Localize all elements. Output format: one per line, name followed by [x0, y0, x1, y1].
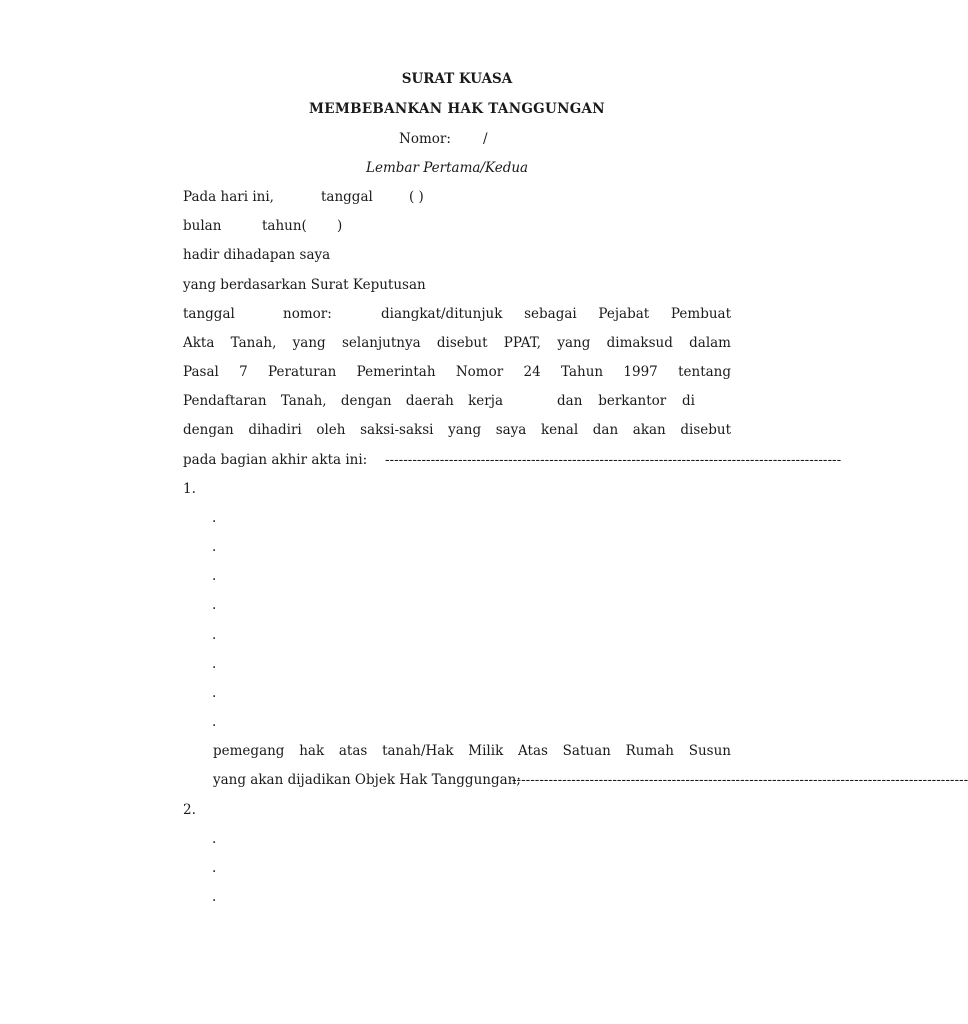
- item-2-number: 2.: [183, 802, 196, 818]
- pasal-line: Pasal 7 Peraturan Pemerintah Nomor 24 Tahun 1997 tentang: [183, 364, 731, 380]
- hari-label: Pada hari ini,: [183, 189, 274, 205]
- item-1-dot-4: .: [212, 597, 217, 613]
- hadir-line: hadir dihadapan saya: [183, 247, 331, 263]
- tahun-label: tahun(: [262, 218, 307, 234]
- sk-nomor: nomor:: [283, 306, 332, 322]
- akta-line: Akta Tanah, yang selanjutnya disebut PPAT, yang dimaksud dalam: [183, 335, 731, 351]
- berkantor-line: dan berkantor di: [557, 393, 695, 409]
- diangkat-line: diangkat/ditunjuk sebagai Pejabat Pembuat: [381, 306, 731, 322]
- item-1-dot-5: .: [212, 627, 217, 643]
- item-1-number: 1.: [183, 481, 196, 497]
- dash-fill-2: ----------------------------------------------------------------------------------------------------: [512, 772, 968, 788]
- pendaftaran-line: Pendaftaran Tanah, dengan daerah kerja: [183, 393, 503, 409]
- berdasarkan-line: yang berdasarkan Surat Keputusan: [183, 277, 426, 293]
- bagian-line: pada bagian akhir akta ini:: [183, 452, 368, 468]
- item-2-dot-3: .: [212, 889, 217, 905]
- document-subtitle: MEMBEBANKAN HAK TANGGUNGAN: [309, 101, 605, 117]
- item-1-dot-3: .: [212, 568, 217, 584]
- item-1-dot-1: .: [212, 510, 217, 526]
- saksi-line: dengan dihadiri oleh saksi-saksi yang saya kenal dan akan disebut: [183, 422, 731, 438]
- item-1-dot-8: .: [212, 714, 217, 730]
- dash-fill-1: ----------------------------------------------------------------------------------------------------: [385, 452, 842, 468]
- item-1-dot-2: .: [212, 539, 217, 555]
- item-2-dot-2: .: [212, 860, 217, 876]
- item-1-dot-6: .: [212, 656, 217, 672]
- nomor-label: Nomor:: [399, 131, 451, 147]
- pemegang-line-2: yang akan dijadikan Objek Hak Tanggungan;: [213, 772, 521, 788]
- bulan-label: bulan: [183, 218, 222, 234]
- item-2-dot-1: .: [212, 831, 217, 847]
- nomor-slash: /: [483, 131, 488, 147]
- tahun-close: ): [337, 218, 343, 234]
- item-1-dot-7: .: [212, 685, 217, 701]
- tanggal-label: tanggal: [321, 189, 373, 205]
- sk-tanggal: tanggal: [183, 306, 235, 322]
- document-title: SURAT KUASA: [401, 71, 513, 87]
- tanggal-parenthesis: ( ): [409, 189, 424, 205]
- pemegang-line-1: pemegang hak atas tanah/Hak Milik Atas Satuan Rumah Susun: [213, 743, 731, 759]
- lembar-label: Lembar Pertama/Kedua: [366, 160, 529, 176]
